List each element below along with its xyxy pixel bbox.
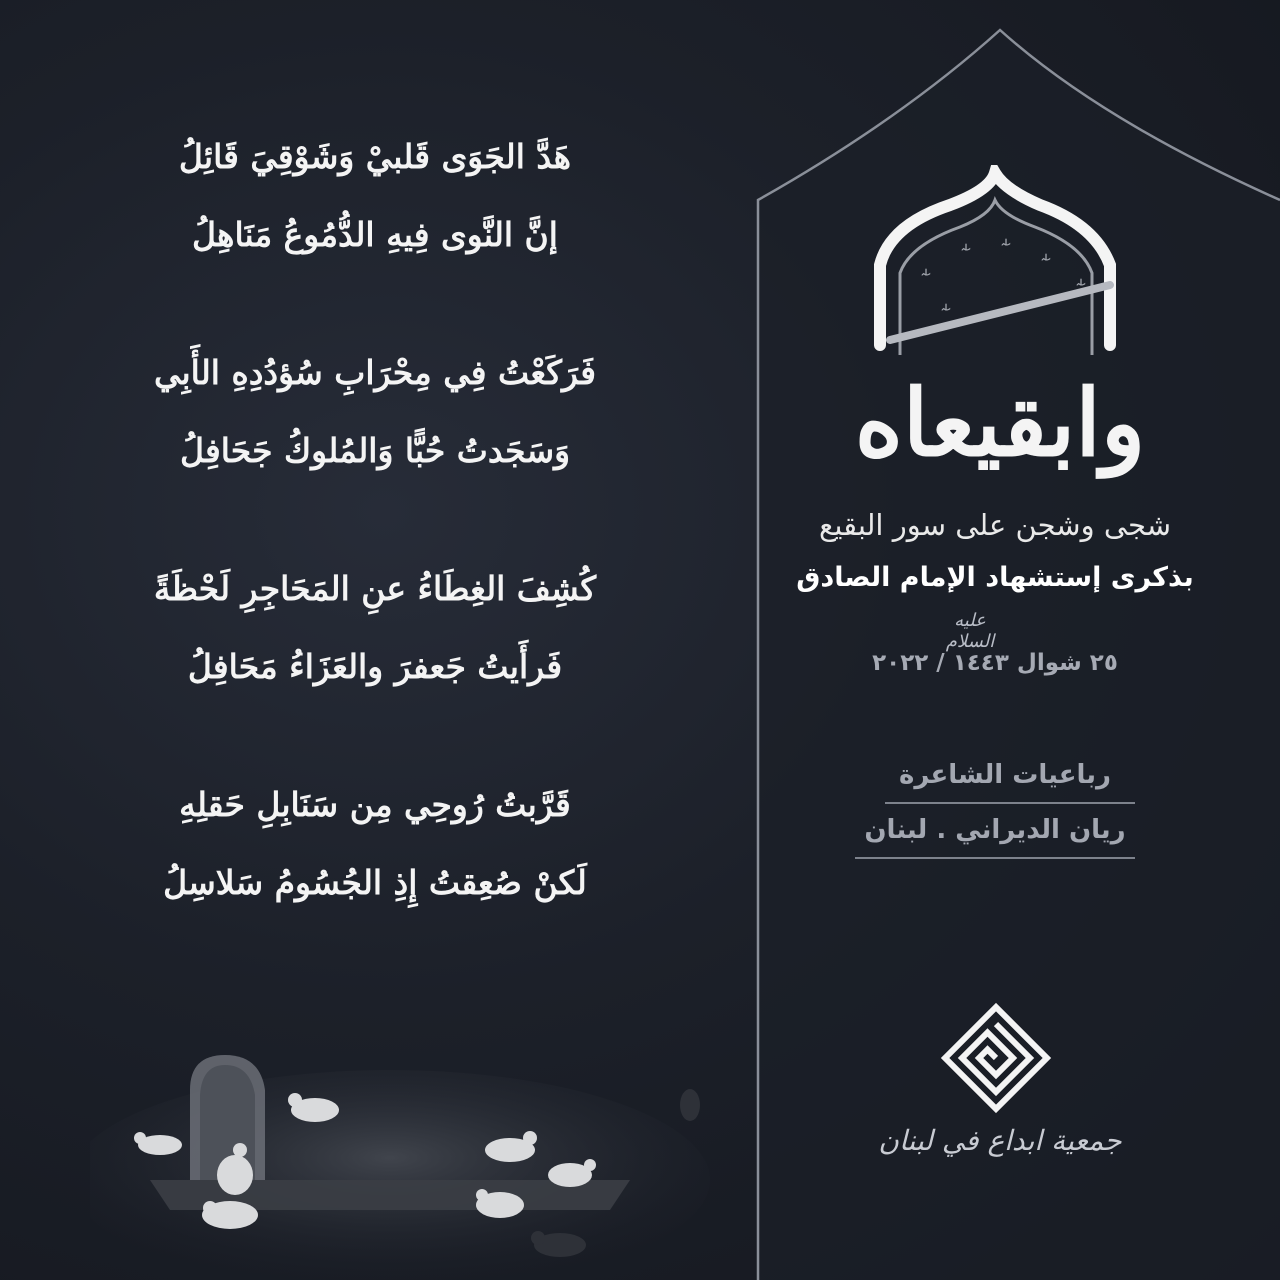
verse-line: فَرأَيتُ جَعفرَ والعَزَاءُ مَحَافِلُ <box>187 647 563 686</box>
verse-line: هَدَّ الجَوَى قَلبيْ وَشَوْقِيَ قَائِلُ <box>178 137 572 176</box>
subtitle: شجى وشجن على سور البقيع <box>818 508 1172 542</box>
poet-name: ريان الديراني . لبنان <box>864 815 1126 845</box>
verse-line: قَرَّبتُ رُوحِي مِن سَنَابِلِ حَقلِهِ <box>179 785 571 824</box>
verse-line: كُشِفَ الغِطَاءُ عنِ المَحَاجِرِ لَحْظَةً <box>153 569 597 608</box>
svg-text:ٰٓ <box>1076 278 1086 286</box>
date-text: ٢٥ شوال ١٤٤٣ / ٢٠٢٢ <box>872 650 1118 676</box>
svg-text:ٰٓ <box>1001 238 1011 246</box>
verse-line: إنَّ النَّوى فِيهِ الدُّمُوعُ مَنَاهِلُ <box>192 215 558 254</box>
square-kufic-logo <box>938 1000 1054 1116</box>
divider <box>855 857 1135 859</box>
svg-text:ٰٓ <box>961 243 971 251</box>
occasion-text: بذكرى إستشهاد الإمام الصادق <box>796 562 1194 593</box>
divider <box>885 802 1135 804</box>
svg-text:ٰٓ <box>941 303 951 311</box>
verse-line: فَرَكَعْتُ فِي مِحْرَابِ سُؤدُدِهِ الأَبِي <box>153 353 597 392</box>
calligraphy-title <box>790 165 1210 510</box>
verse-line: وَسَجَدتُ حُبًّا وَالمُلوكُ جَحَافِلُ <box>179 431 571 470</box>
svg-text:ٰٓ <box>1041 253 1051 261</box>
calligraphy-text: وابقيعاه <box>854 369 1146 477</box>
svg-text:ٰٓ <box>921 268 931 276</box>
honorific-text: عليه السلام <box>945 610 995 652</box>
organization-name: جمعية ابداع في لبنان <box>878 1124 1122 1157</box>
poet-title: رباعيات الشاعرة <box>899 760 1111 790</box>
verse-line: لَكنْ صُعِقتُ إِذِ الجُسُومُ سَلاسِلُ <box>163 863 587 902</box>
